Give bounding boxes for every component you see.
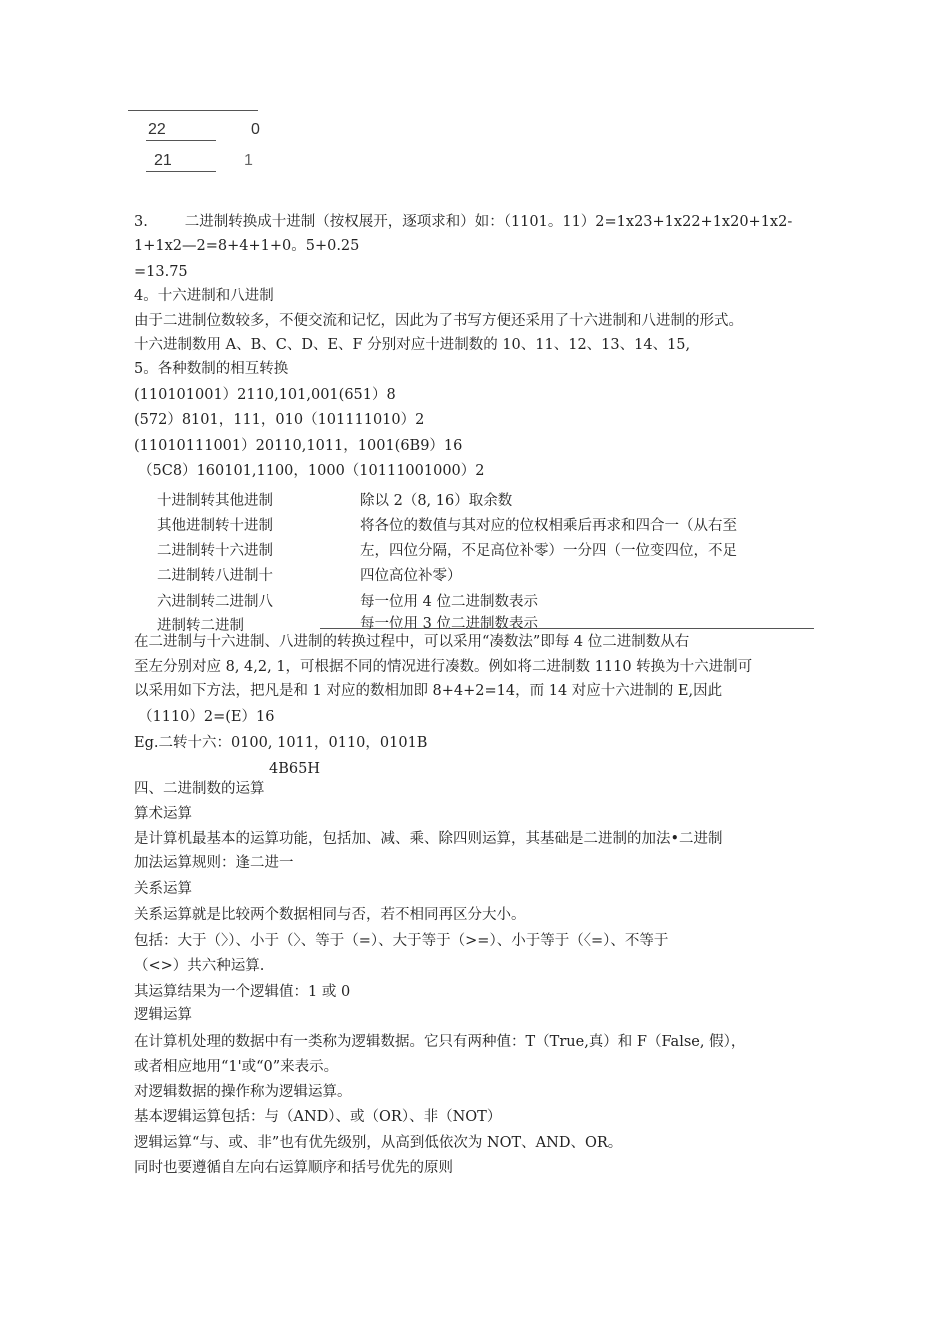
section5-example-1: (110101001）2110,101,001(651）8 (134, 387, 396, 403)
division-rule-1 (146, 140, 216, 141)
section4-line2: 十六进制数用 A、B、C、D、E、F 分别对应十进制数的 10、11、12、13、14、15, (134, 337, 691, 353)
section4-title: 4。十六进制和八进制 (134, 288, 274, 304)
division-quotient-2: 21 (154, 152, 172, 169)
table-bottom-rule (320, 628, 814, 629)
arith-line1: 是计算机最基本的运算功能，包括加、减、乘、除四则运算，其基础是二进制的加法•二进制 (134, 831, 723, 847)
section5-example-4: （5C8）160101,1100，1000（10111001000）2 (138, 463, 485, 479)
arith-line2: 加法运算规则：逢二进一 (134, 855, 294, 871)
division-quotient-1: 22 (148, 121, 166, 138)
logic-title: 逻辑运算 (134, 1007, 192, 1023)
division-rule-2 (146, 171, 216, 172)
table-left-6: 进制转二进制 (157, 618, 244, 634)
logic-line4: 基本逻辑运算包括：与（AND）、或（OR）、非（NOT） (134, 1109, 502, 1125)
division-remainder-1: 0 (251, 121, 260, 138)
division-remainder-2: 1 (244, 152, 253, 169)
table-right-1: 除以 2（8, 16）取余数 (360, 493, 513, 509)
relation-line2: 包括：大于（〉）、小于（〉、等于（=）、大于等于（>=）、小于等于（〈=）、不等于 (134, 933, 669, 949)
relation-line1: 关系运算就是比较两个数据相同与否，若不相同再区分大小。 (134, 907, 526, 923)
couxu-line4: （1110）2=(E）16 (138, 709, 275, 725)
logic-line5: 逻辑运算“与、或、非”也有优先级别，从高到低依次为 NOT、AND、OR。 (134, 1135, 623, 1151)
logic-line2: 或者相应地用“1'或“0”来表示。 (134, 1059, 339, 1075)
logic-line1: 在计算机处理的数据中有一类称为逻辑数据。它只有两种值：T（True,真）和 F（False, 假）， (134, 1034, 746, 1050)
table-left-5: 六进制转二进制八 (157, 594, 273, 610)
section3-line2: 1+1x2—2=8+4+1+0。5+0.25 (134, 238, 360, 254)
table-right-5: 每一位用 4 位二进制数表示 (360, 594, 538, 610)
table-left-2: 其他进制转十进制 (157, 518, 273, 534)
couxu-line3: 以采用如下方法，把凡是和 1 对应的数相加即 8+4+2=14，而 14 对应十六进制的 E,因此 (134, 683, 723, 699)
table-left-3: 二进制转十六进制 (157, 543, 273, 559)
section3-line3: =13.75 (134, 264, 188, 280)
table-right-3: 左，四位分隔，不足高位补零）一分四（一位变四位，不足 (360, 543, 737, 559)
couxu-example-result: 4B65H (269, 761, 320, 777)
section3-line1: 3. 二进制转换成十进制（按权展开，逐项求和）如：（1101。11）2=1x23+1x22+1x20+1x2- (134, 214, 793, 230)
couxu-line2: 至左分别对应 8, 4,2, 1，可根据不同的情况进行凑数。例如将二进制数 1110 转换为十六进制可 (134, 659, 753, 675)
table-right-4: 四位高位补零） (360, 568, 462, 584)
relation-title: 关系运算 (134, 881, 192, 897)
part4-title: 四、二进制数的运算 (134, 781, 265, 797)
relation-line4: 其运算结果为一个逻辑值：1 或 0 (134, 984, 351, 1000)
couxu-line1: 在二进制与十六进制、八进制的转换过程中，可以采用“凑数法”即每 4 位二进制数从右 (134, 634, 690, 650)
table-right-2: 将各位的数值与其对应的位权相乘后再求和四合一（从右至 (360, 518, 737, 534)
table-left-1: 十进制转其他进制 (157, 493, 273, 509)
logic-line3: 对逻辑数据的操作称为逻辑运算。 (134, 1084, 352, 1100)
arith-title: 算术运算 (134, 806, 192, 822)
division-top-rule (128, 110, 258, 111)
table-right-6: 每一位用 3 位二进制数表示 (360, 616, 538, 632)
couxu-example: Eg.二转十六：0100, 1011，0110，0101B (134, 735, 428, 751)
section5-title: 5。各种数制的相互转换 (134, 361, 289, 377)
section5-example-3: (11010111001）20110,1011，1001(6B9）16 (134, 438, 463, 454)
section5-example-2: (572）8101，111，010（101111010）2 (134, 412, 425, 428)
relation-line3: （<>）共六种运算. (134, 958, 265, 974)
logic-line6: 同时也要遵循自左向右运算顺序和括号优先的原则 (134, 1160, 453, 1176)
table-left-4: 二进制转八进制十 (157, 568, 273, 584)
section4-line1: 由于二进制位数较多，不便交流和记忆，因此为了书写方便还采用了十六进制和八进制的形式。 (134, 313, 743, 329)
